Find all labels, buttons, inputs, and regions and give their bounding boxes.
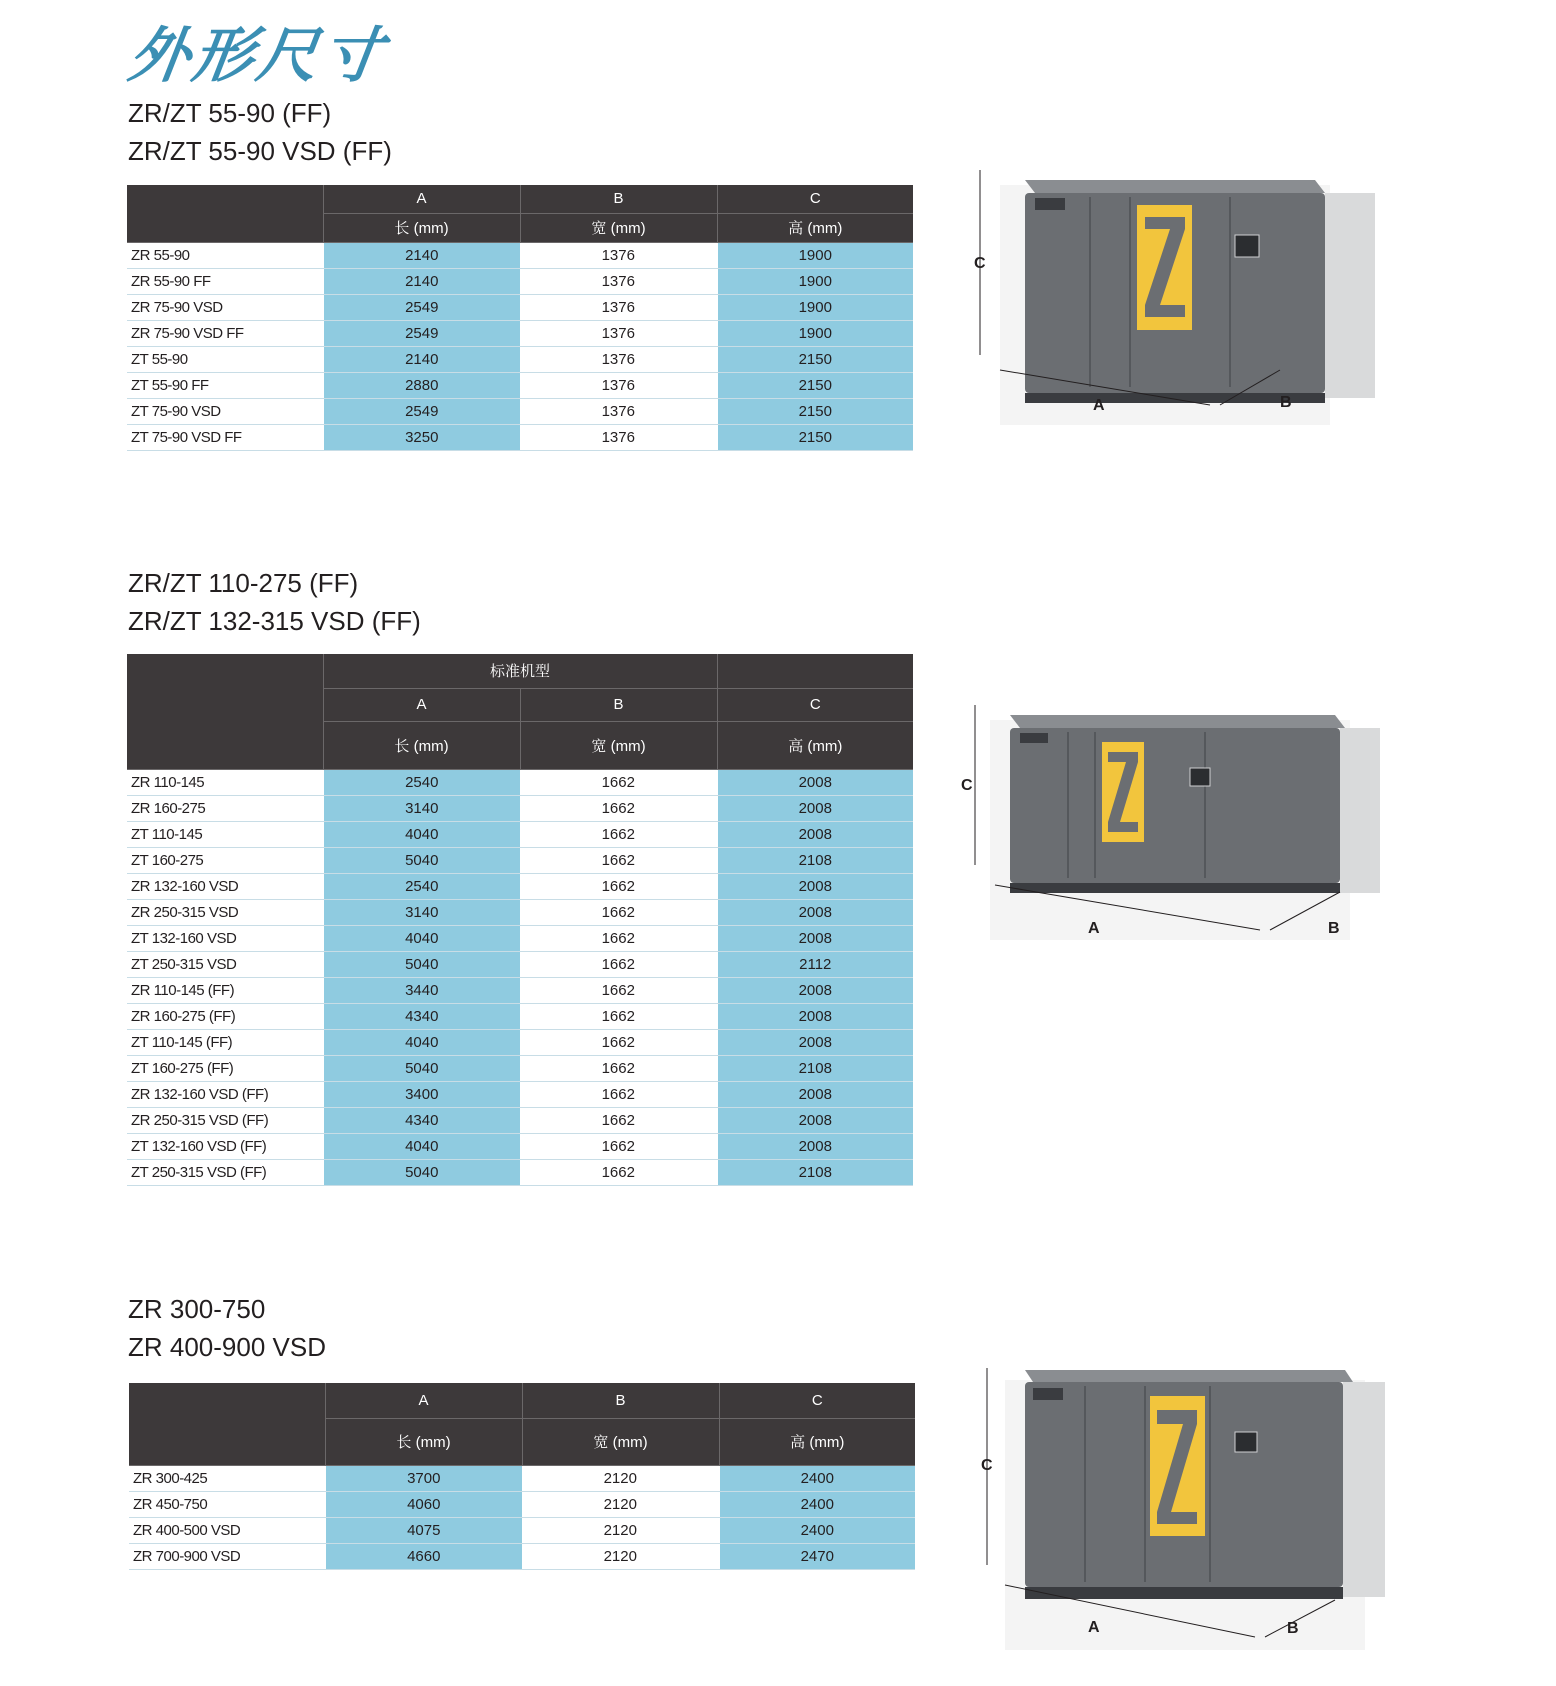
control-panel-icon	[1190, 768, 1210, 786]
height-cell: 2008	[717, 1133, 913, 1159]
height-cell: 1900	[717, 294, 913, 320]
table-corner	[127, 185, 323, 242]
width-cell: 1662	[520, 847, 717, 873]
table-row	[127, 346, 913, 372]
col-header-b: B	[520, 185, 717, 213]
width-cell: 2120	[522, 1543, 719, 1569]
model-cell: ZT 75-90 VSD	[127, 398, 323, 424]
section-1-heading-2: ZR/ZT 55-90 VSD (FF)	[128, 136, 392, 166]
table-row	[129, 1491, 915, 1517]
page-title: 外形尺寸	[124, 21, 391, 91]
length-cell: 4040	[323, 925, 520, 951]
length-cell: 3250	[323, 424, 520, 450]
table-row	[129, 1517, 915, 1543]
col-header-c: C	[717, 688, 913, 721]
group-header: 标准机型	[323, 654, 717, 688]
height-cell: 2150	[717, 372, 913, 398]
label-a: A	[1093, 397, 1105, 414]
height-cell: 2108	[717, 1055, 913, 1081]
width-cell: 1662	[520, 951, 717, 977]
label-c: C	[981, 1457, 993, 1474]
height-cell: 2008	[717, 795, 913, 821]
length-cell: 4040	[323, 821, 520, 847]
table-row	[127, 294, 913, 320]
length-cell: 2140	[323, 346, 520, 372]
col-unit-a: 长 (mm)	[325, 1418, 522, 1465]
brand-logo	[1020, 733, 1048, 743]
table-row	[127, 320, 913, 346]
height-cell: 2008	[717, 1003, 913, 1029]
height-cell: 2008	[717, 1081, 913, 1107]
table-row	[127, 424, 913, 450]
section-2-dimension-table	[127, 654, 913, 1186]
width-cell: 1662	[520, 977, 717, 1003]
col-unit-b: 宽 (mm)	[522, 1418, 719, 1465]
length-cell: 3400	[323, 1081, 520, 1107]
width-cell: 1662	[520, 821, 717, 847]
height-cell: 2112	[717, 951, 913, 977]
col-header-c: C	[717, 185, 913, 213]
length-cell: 3140	[323, 899, 520, 925]
width-cell: 1376	[520, 424, 717, 450]
height-cell: 2008	[717, 1029, 913, 1055]
table-row	[127, 1107, 913, 1133]
machine-top	[1025, 1370, 1353, 1382]
width-cell: 1376	[520, 294, 717, 320]
table-corner	[127, 654, 323, 769]
model-cell: ZT 55-90	[127, 346, 323, 372]
length-cell: 4040	[323, 1029, 520, 1055]
section-1-dimension-table	[127, 185, 913, 451]
height-cell: 2400	[719, 1465, 915, 1491]
length-cell: 4040	[323, 1133, 520, 1159]
length-cell: 3700	[325, 1465, 522, 1491]
width-cell: 1662	[520, 1003, 717, 1029]
length-cell: 4340	[323, 1003, 520, 1029]
table-row	[127, 795, 913, 821]
width-cell: 1662	[520, 1107, 717, 1133]
width-cell: 1662	[520, 899, 717, 925]
label-c: C	[974, 255, 986, 272]
width-cell: 1662	[520, 925, 717, 951]
section-1-heading-1: ZR/ZT 55-90 (FF)	[128, 98, 332, 128]
machine-side	[1343, 1382, 1385, 1597]
length-cell: 4660	[325, 1543, 522, 1569]
width-cell: 1376	[520, 372, 717, 398]
table-row	[127, 899, 913, 925]
group-header-empty	[717, 654, 913, 688]
machine-side	[1340, 728, 1380, 893]
height-cell: 2150	[717, 346, 913, 372]
table-row	[127, 1159, 913, 1185]
control-panel-icon	[1235, 235, 1259, 257]
height-cell: 2008	[717, 925, 913, 951]
table-row	[127, 242, 913, 268]
model-cell: ZR 75-90 VSD FF	[127, 320, 323, 346]
col-unit-a: 长 (mm)	[323, 213, 520, 242]
col-unit-c: 高 (mm)	[717, 213, 913, 242]
model-cell: ZR 250-315 VSD	[127, 899, 323, 925]
machine-body	[1010, 728, 1340, 883]
table-row	[127, 847, 913, 873]
table-row	[127, 398, 913, 424]
length-cell: 4340	[323, 1107, 520, 1133]
col-header-b: B	[522, 1383, 719, 1418]
col-unit-c: 高 (mm)	[717, 721, 913, 769]
table-row	[127, 925, 913, 951]
model-cell: ZR 160-275	[127, 795, 323, 821]
compressor-image-1	[974, 165, 1380, 465]
col-unit-c: 高 (mm)	[719, 1418, 915, 1465]
label-b: B	[1280, 394, 1292, 411]
length-cell: 2549	[323, 320, 520, 346]
width-cell: 1662	[520, 873, 717, 899]
model-cell: ZT 132-160 VSD	[127, 925, 323, 951]
width-cell: 2120	[522, 1491, 719, 1517]
height-cell: 2150	[717, 398, 913, 424]
col-header-a: A	[325, 1383, 522, 1418]
model-cell: ZR 110-145 (FF)	[127, 977, 323, 1003]
model-cell: ZR 110-145	[127, 769, 323, 795]
width-cell: 1376	[520, 346, 717, 372]
model-cell: ZR 132-160 VSD	[127, 873, 323, 899]
width-cell: 1662	[520, 795, 717, 821]
width-cell: 1662	[520, 1159, 717, 1185]
table-row	[127, 1133, 913, 1159]
col-header-a: A	[323, 185, 520, 213]
table-row	[129, 1543, 915, 1569]
table-corner	[129, 1383, 325, 1465]
section-3-heading-1: ZR 300-750	[128, 1294, 266, 1324]
length-cell: 2540	[323, 769, 520, 795]
width-cell: 1662	[520, 769, 717, 795]
length-cell: 5040	[323, 1055, 520, 1081]
height-cell: 1900	[717, 242, 913, 268]
table-row	[127, 951, 913, 977]
table-row	[127, 769, 913, 795]
length-cell: 5040	[323, 1159, 520, 1185]
section-2-heading-1: ZR/ZT 110-275 (FF)	[128, 568, 359, 598]
model-cell: ZT 75-90 VSD FF	[127, 424, 323, 450]
machine-top	[1010, 715, 1345, 728]
length-cell: 5040	[323, 951, 520, 977]
table-row	[127, 1029, 913, 1055]
compressor-image-3	[981, 1360, 1395, 1660]
table-row	[129, 1465, 915, 1491]
model-cell: ZR 300-425	[129, 1465, 325, 1491]
height-cell: 2008	[717, 873, 913, 899]
height-cell: 2008	[717, 821, 913, 847]
section-3-heading-2: ZR 400-900 VSD	[128, 1332, 326, 1362]
width-cell: 1662	[520, 1081, 717, 1107]
width-cell: 1376	[520, 320, 717, 346]
model-cell: ZR 250-315 VSD (FF)	[127, 1107, 323, 1133]
col-unit-b: 宽 (mm)	[520, 213, 717, 242]
col-header-c: C	[719, 1383, 915, 1418]
table-row	[127, 821, 913, 847]
table-row	[127, 977, 913, 1003]
length-cell: 2880	[323, 372, 520, 398]
model-cell: ZR 75-90 VSD	[127, 294, 323, 320]
height-cell: 2400	[719, 1491, 915, 1517]
height-cell: 1900	[717, 268, 913, 294]
width-cell: 1662	[520, 1029, 717, 1055]
length-cell: 5040	[323, 847, 520, 873]
machine-side	[1325, 193, 1375, 398]
col-unit-a: 长 (mm)	[323, 721, 520, 769]
table-row	[127, 873, 913, 899]
brand-logo	[1033, 1388, 1063, 1400]
label-b: B	[1287, 1620, 1299, 1637]
control-panel-icon	[1235, 1432, 1257, 1452]
model-cell: ZT 160-275	[127, 847, 323, 873]
length-cell: 2549	[323, 294, 520, 320]
width-cell: 2120	[522, 1517, 719, 1543]
section-3-dimension-table	[129, 1383, 915, 1570]
length-cell: 4060	[325, 1491, 522, 1517]
table-row	[127, 372, 913, 398]
model-cell: ZT 55-90 FF	[127, 372, 323, 398]
model-cell: ZR 700-900 VSD	[129, 1543, 325, 1569]
col-header-b: B	[520, 688, 717, 721]
table-row	[127, 1003, 913, 1029]
length-cell: 2140	[323, 242, 520, 268]
label-a: A	[1088, 920, 1100, 937]
model-cell: ZT 110-145 (FF)	[127, 1029, 323, 1055]
model-cell: ZR 55-90	[127, 242, 323, 268]
model-cell: ZR 450-750	[129, 1491, 325, 1517]
model-cell: ZT 250-315 VSD	[127, 951, 323, 977]
height-cell: 1900	[717, 320, 913, 346]
label-a: A	[1088, 1619, 1100, 1636]
length-cell: 4075	[325, 1517, 522, 1543]
length-cell: 3140	[323, 795, 520, 821]
width-cell: 1662	[520, 1055, 717, 1081]
height-cell: 2150	[717, 424, 913, 450]
model-cell: ZR 400-500 VSD	[129, 1517, 325, 1543]
height-cell: 2108	[717, 1159, 913, 1185]
length-cell: 2140	[323, 268, 520, 294]
model-cell: ZT 250-315 VSD (FF)	[127, 1159, 323, 1185]
table-row	[127, 1055, 913, 1081]
model-cell: ZR 160-275 (FF)	[127, 1003, 323, 1029]
width-cell: 1376	[520, 268, 717, 294]
width-cell: 1376	[520, 242, 717, 268]
table-row	[127, 268, 913, 294]
brand-logo	[1035, 198, 1065, 210]
model-cell: ZT 160-275 (FF)	[127, 1055, 323, 1081]
length-cell: 3440	[323, 977, 520, 1003]
label-c: C	[961, 777, 973, 794]
height-cell: 2470	[719, 1543, 915, 1569]
height-cell: 2008	[717, 899, 913, 925]
model-cell: ZR 55-90 FF	[127, 268, 323, 294]
width-cell: 1662	[520, 1133, 717, 1159]
height-cell: 2400	[719, 1517, 915, 1543]
model-cell: ZT 132-160 VSD (FF)	[127, 1133, 323, 1159]
height-cell: 2108	[717, 847, 913, 873]
label-b: B	[1328, 920, 1340, 937]
height-cell: 2008	[717, 977, 913, 1003]
height-cell: 2008	[717, 769, 913, 795]
section-2-heading-2: ZR/ZT 132-315 VSD (FF)	[128, 606, 421, 636]
model-cell: ZT 110-145	[127, 821, 323, 847]
length-cell: 2549	[323, 398, 520, 424]
compressor-image-2	[960, 700, 1390, 970]
table-row	[127, 1081, 913, 1107]
height-cell: 2008	[717, 1107, 913, 1133]
model-cell: ZR 132-160 VSD (FF)	[127, 1081, 323, 1107]
width-cell: 2120	[522, 1465, 719, 1491]
width-cell: 1376	[520, 398, 717, 424]
length-cell: 2540	[323, 873, 520, 899]
col-unit-b: 宽 (mm)	[520, 721, 717, 769]
col-header-a: A	[323, 688, 520, 721]
machine-top	[1025, 180, 1325, 193]
